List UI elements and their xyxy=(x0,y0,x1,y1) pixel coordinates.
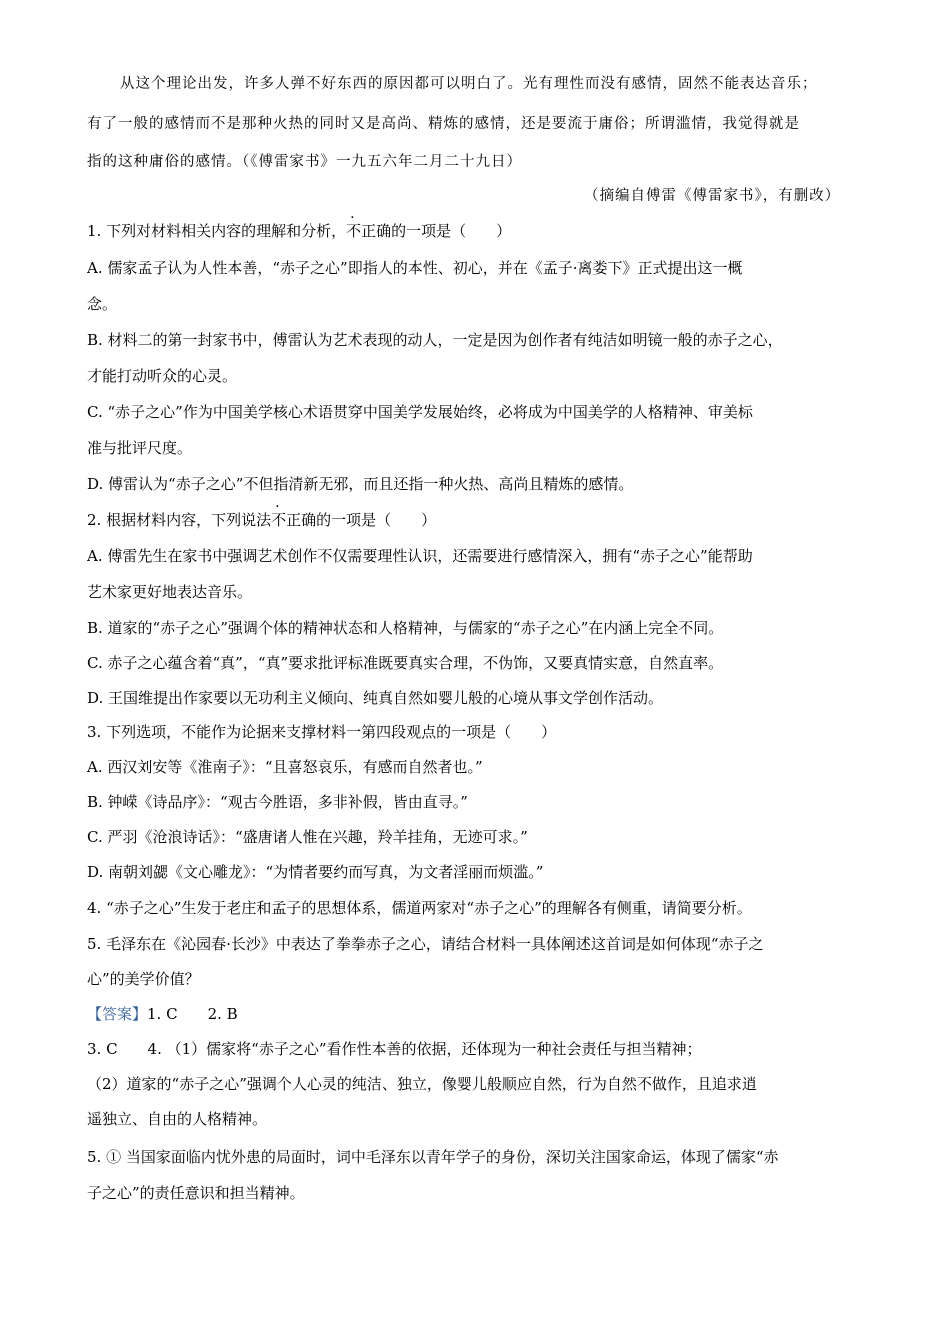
question-1-option-b: B. 材料二的第一封家书中，傅雷认为艺术表现的动人，一定是因为创作者有纯洁如明镜一般的赤子之心， xyxy=(87,331,783,349)
question-1-stem-pre: 1. 下列对材料相关内容的理解和分析， xyxy=(87,222,347,240)
material-paragraph-line: 从这个理论出发，许多人弹不好东西的原因都可以明白了。光有理性而没有感情，固然不能表达音乐； xyxy=(120,76,818,92)
question-2-option-d: D. 王国维提出作家要以无功利主义倾向、纯真自然如婴儿般的心境从事文学创作活动。 xyxy=(87,689,664,707)
question-1-option-a: A. 儒家孟子认为人性本善，“赤子之心”即指人的本性、初心，并在《孟子·离娄下》正式提出这一概 xyxy=(87,259,743,277)
question-3-stem: 3. 下列选项，不能作为论据来支撑材料一第四段观点的一项是（ ） xyxy=(87,723,557,741)
answer-text: 1. C 2. B xyxy=(147,1005,238,1023)
material-paragraph-line: 指的这种庸俗的感情。（《傅雷家书》一九五六年二月二十九日） xyxy=(87,154,522,170)
question-2-option-a-cont: 艺术家更好地表达音乐。 xyxy=(87,583,253,601)
material-source: （摘编自傅雷《傅雷家书》，有删改） xyxy=(584,188,841,204)
answer-line: 子之心”的责任意识和担当精神。 xyxy=(87,1184,305,1202)
question-1-option-c: C. “赤子之心”作为中国美学核心术语贯穿中国美学发展始终，必将成为中国美学的人格精神、审美标 xyxy=(87,403,753,421)
question-2-stem xyxy=(87,510,436,530)
question-2-stem-pre: 2. 根据材料内容，下列说法 xyxy=(87,511,272,529)
answer-line: 3. C 4. （1）儒家将“赤子之心”看作性本善的依据，还体现为一种社会责任与担当精神； xyxy=(87,1040,702,1058)
emphasis-dot-char: 不 xyxy=(346,222,362,240)
question-1-option-c-cont: 准与批评尺度。 xyxy=(87,439,193,457)
question-1-option-a-cont: 念。 xyxy=(87,295,118,313)
question-4-stem: 4. “赤子之心”生发于老庄和孟子的思想体系，儒道两家对“赤子之心”的理解各有侧重，请简要分析。 xyxy=(87,899,752,917)
answer-line: 5. ① 当国家面临内忧外患的局面时，词中毛泽东以青年学子的身份，深切关注国家命运，体现了儒家“赤 xyxy=(87,1148,779,1166)
question-1-stem xyxy=(87,221,511,241)
question-3-option-b: B. 钟嵘《诗品序》：“观古今胜语，多非补假，皆由直寻。” xyxy=(87,793,468,811)
emphasis-dot-char: 不 xyxy=(271,511,287,529)
question-1-stem-post: 正确的一项是（ ） xyxy=(361,222,512,240)
question-3-option-c: C. 严羽《沧浪诗话》：“盛唐诸人惟在兴趣，羚羊挂角，无迹可求。” xyxy=(87,828,528,846)
material-paragraph-line: 有了一般的感情而不是那种火热的同时又是高尚、精炼的感情，还是要流于庸俗；所谓滥情，我觉得就是 xyxy=(87,116,800,132)
question-5-stem-cont: 心”的美学价值？ xyxy=(87,970,200,988)
question-3-option-a: A. 西汉刘安等《淮南子》：“且喜怒哀乐，有感而自然者也。” xyxy=(87,758,483,776)
answer-line xyxy=(87,1004,238,1024)
question-3-option-d: D. 南朝刘勰《文心雕龙》：“为情者要约而写真，为文者淫丽而烦滥。” xyxy=(87,863,544,881)
answer-line: （2）道家的“赤子之心”强调个人心灵的纯洁、独立，像婴儿般顺应自然，行为自然不做作，且追求逍 xyxy=(87,1075,757,1093)
question-2-option-b: B. 道家的“赤子之心”强调个体的精神状态和人格精神，与儒家的“赤子之心”在内涵上完全不同。 xyxy=(87,619,724,637)
question-2-option-c: C. 赤子之心蕴含着“真”，“真”要求批评标准既要真实合理，不伪饰，又要真情实意，自然直率。 xyxy=(87,654,724,672)
question-1-option-d: D. 傅雷认为“赤子之心”不但指清新无邪，而且还指一种火热、高尚且精炼的感情。 xyxy=(87,475,634,493)
question-2-stem-post: 正确的一项是（ ） xyxy=(286,511,437,529)
answer-line: 遥独立、自由的人格精神。 xyxy=(87,1110,268,1128)
question-2-option-a: A. 傅雷先生在家书中强调艺术创作不仅需要理性认识，还需要进行感情深入，拥有“赤子之心”能帮助 xyxy=(87,547,753,565)
question-1-option-b-cont: 才能打动听众的心灵。 xyxy=(87,367,238,385)
question-5-stem: 5. 毛泽东在《沁园春·长沙》中表达了拳拳赤子之心，请结合材料一具体阐述这首词是如何体现“赤子之 xyxy=(87,935,764,953)
answer-tag: 【答案】 xyxy=(87,1005,148,1023)
